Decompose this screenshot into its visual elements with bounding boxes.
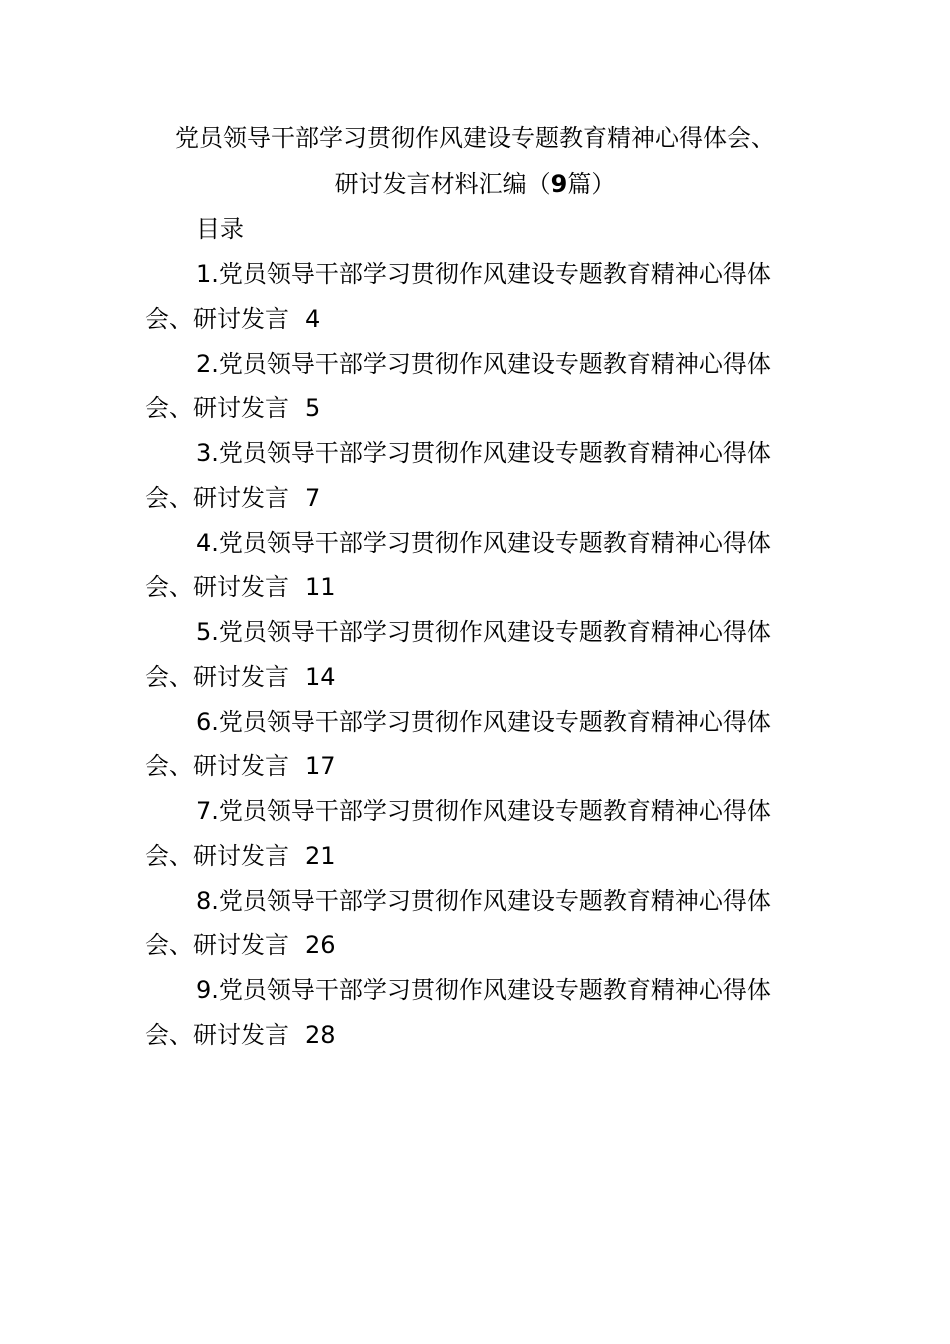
toc-entry[interactable] xyxy=(145,521,825,611)
toc-entry-title-end: 会、研讨发言 xyxy=(145,573,289,601)
toc-entry[interactable] xyxy=(145,610,825,700)
toc-entry-title: 2.党员领导干部学习贯彻作风建设专题教育精神心得体 xyxy=(196,349,771,378)
toc-entry-title-continued xyxy=(145,1013,825,1058)
toc-entry-title: 6.党员领导干部学习贯彻作风建设专题教育精神心得体 xyxy=(196,707,771,736)
toc-entry-title: 4.党员领导干部学习贯彻作风建设专题教育精神心得体 xyxy=(196,528,771,557)
toc-entry-page-number: 26 xyxy=(305,931,336,959)
toc-entry-title: 1.党员领导干部学习贯彻作风建设专题教育精神心得体 xyxy=(196,260,771,288)
toc-entry-title-continued xyxy=(145,565,825,610)
toc-entry[interactable] xyxy=(145,700,825,790)
toc-entry-page-number: 14 xyxy=(305,662,336,691)
toc-entry-title: 3.党员领导干部学习贯彻作风建设专题教育精神心得体 xyxy=(196,439,771,467)
toc-entry-title-end: 会、研讨发言 xyxy=(145,1020,289,1049)
toc-entry-title-end: 会、研讨发言 xyxy=(145,483,289,512)
toc-entry-title-continued xyxy=(145,834,825,879)
toc-entry-title-end: 会、研讨发言 xyxy=(145,662,289,691)
toc-entry-title-end: 会、研讨发言 xyxy=(145,304,289,333)
document-title-line-2 xyxy=(0,164,950,204)
toc-entry[interactable] xyxy=(145,789,825,879)
toc-entry-title-continued xyxy=(145,297,825,342)
toc-entry-page-number: 5 xyxy=(305,394,321,422)
toc-entry-title-end: 会、研讨发言 xyxy=(145,394,289,422)
title-line-2-suffix: 篇） xyxy=(567,170,616,198)
toc-entry-title-continued xyxy=(145,655,825,700)
toc-entry-title-continued xyxy=(145,386,825,431)
toc-entry-title-end: 会、研讨发言 xyxy=(145,841,289,870)
toc-entry-title-end: 会、研讨发言 xyxy=(145,931,289,959)
toc-entry-title: 8.党员领导干部学习贯彻作风建设专题教育精神心得体 xyxy=(196,886,771,915)
toc-entry-page-number: 4 xyxy=(305,304,321,333)
toc-heading: 目录 xyxy=(196,215,244,243)
toc-entry-page-number: 17 xyxy=(305,752,336,780)
toc-entry[interactable] xyxy=(145,879,825,969)
toc-entry[interactable] xyxy=(145,252,825,342)
toc-entry-title: 9.党员领导干部学习贯彻作风建设专题教育精神心得体 xyxy=(196,976,771,1004)
title-line-2-prefix: 研讨发言材料汇编（ xyxy=(334,170,551,198)
table-of-contents xyxy=(145,252,825,1058)
toc-entry-title: 5.党员领导干部学习贯彻作风建设专题教育精神心得体 xyxy=(196,618,771,646)
toc-entry-title-continued xyxy=(145,476,825,521)
toc-entry-title: 7.党员领导干部学习贯彻作风建设专题教育精神心得体 xyxy=(196,797,771,825)
toc-entry[interactable] xyxy=(145,968,825,1058)
toc-entry-page-number: 7 xyxy=(305,483,321,512)
toc-entry[interactable] xyxy=(145,431,825,521)
toc-entry-title-end: 会、研讨发言 xyxy=(145,752,289,780)
toc-entry[interactable] xyxy=(145,342,825,432)
title-article-count: 9 xyxy=(550,170,568,198)
toc-entry-page-number: 11 xyxy=(305,573,336,601)
toc-entry-page-number: 21 xyxy=(305,841,336,870)
toc-entry-title-continued xyxy=(145,923,825,968)
document-title-line-1: 党员领导干部学习贯彻作风建设专题教育精神心得体会、 xyxy=(175,124,775,152)
toc-entry-title-continued xyxy=(145,744,825,789)
toc-entry-page-number: 28 xyxy=(305,1020,336,1049)
